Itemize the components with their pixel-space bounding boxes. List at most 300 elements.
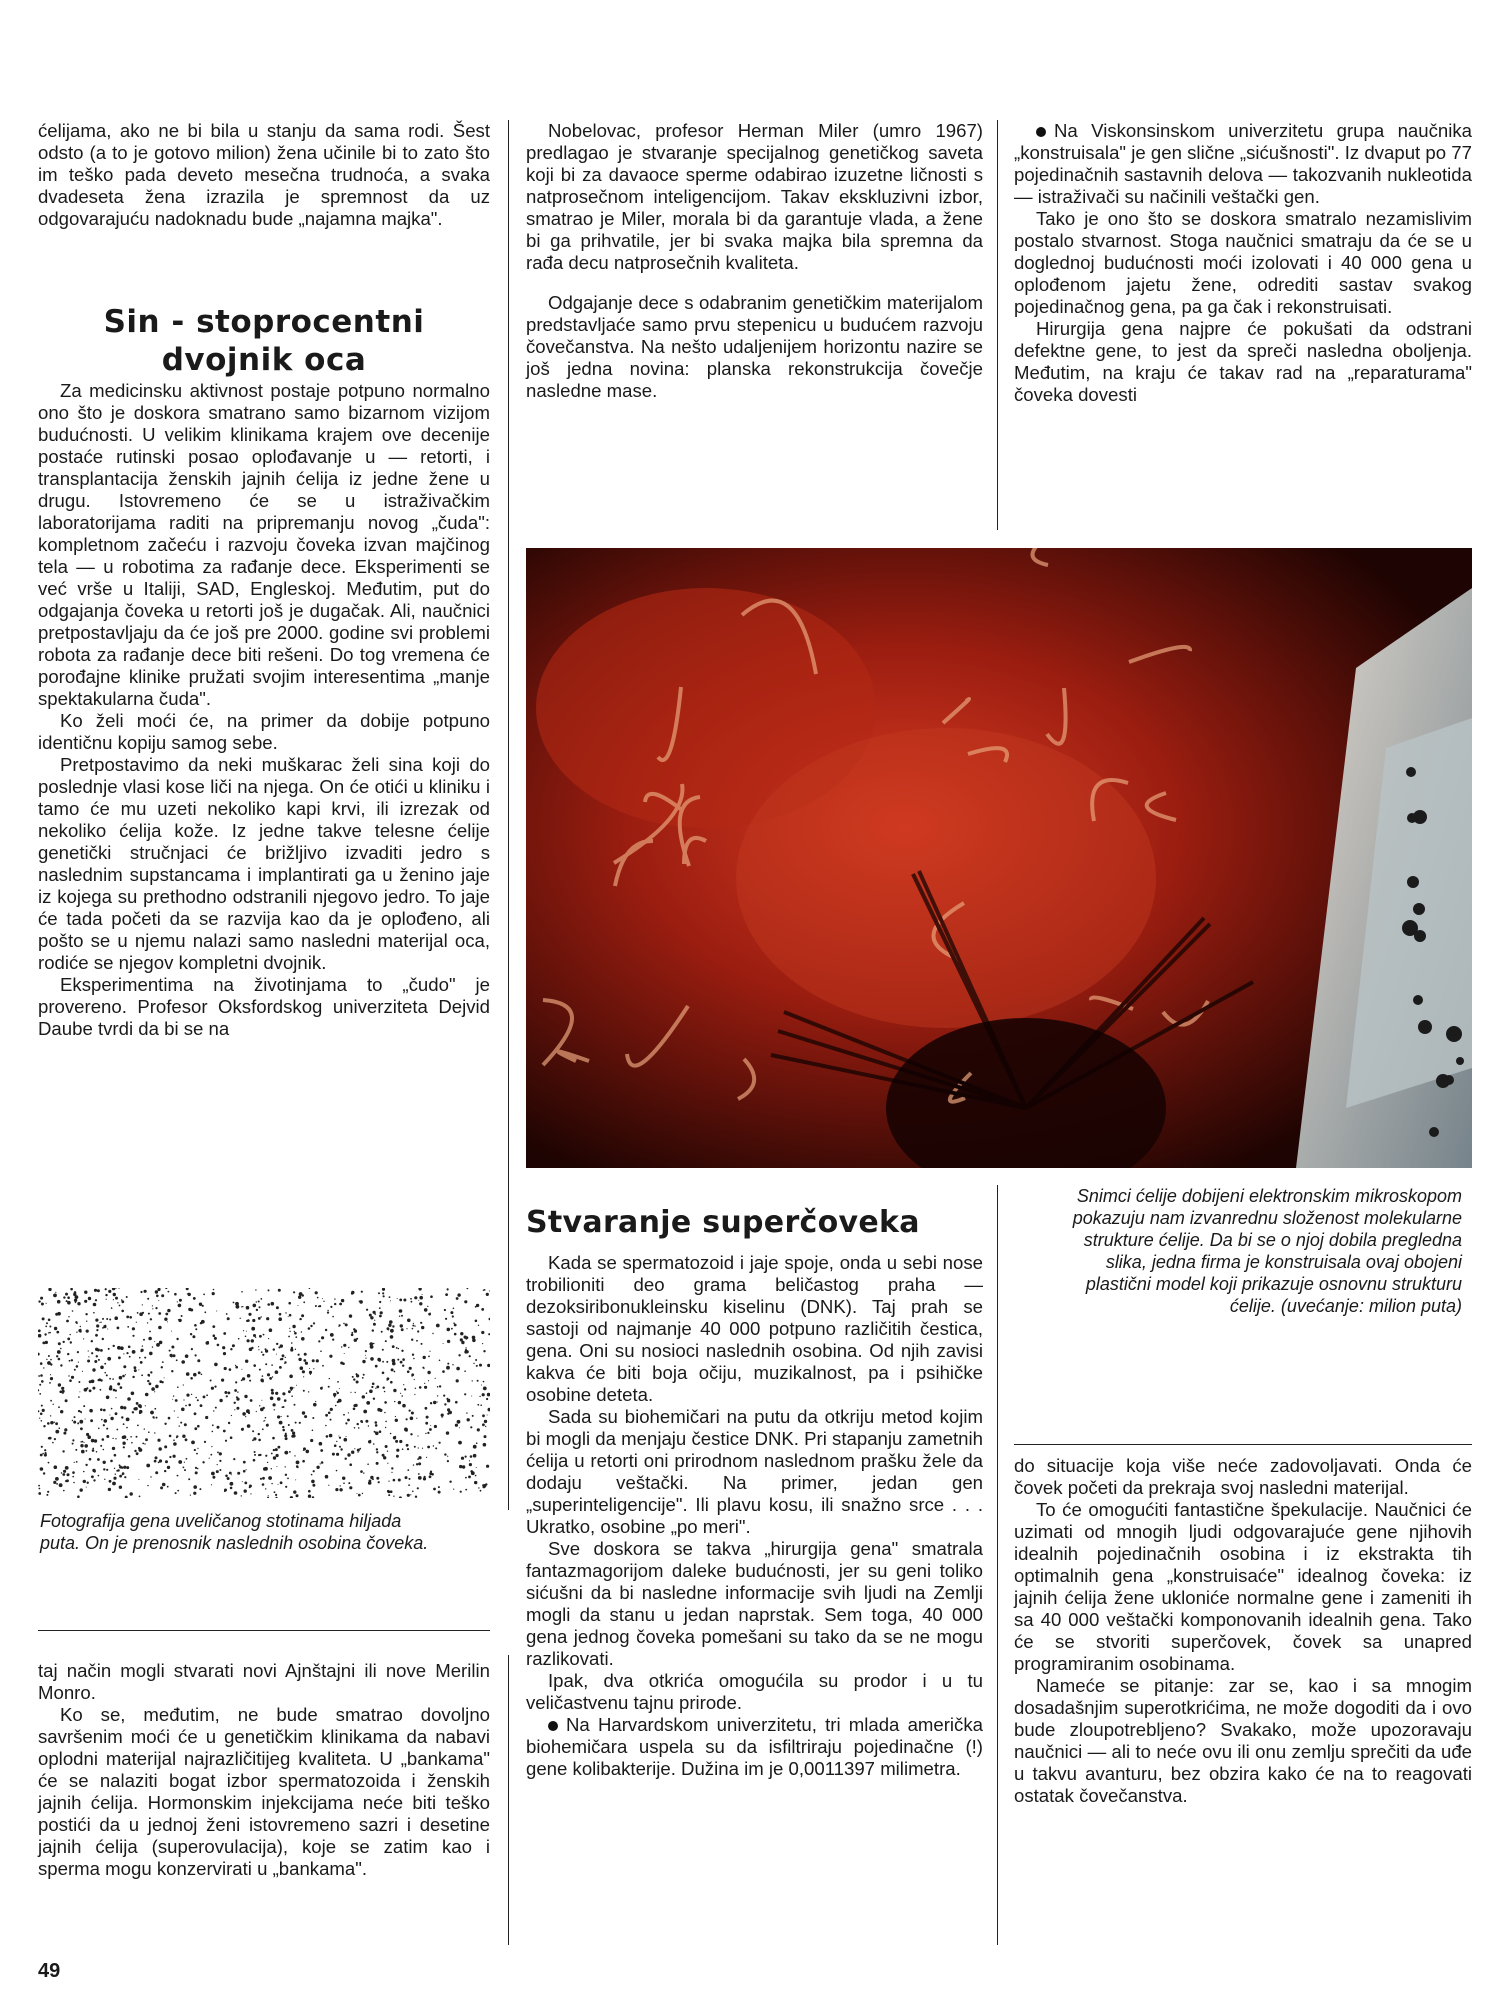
gene-dot (164, 1470, 166, 1472)
gene-dot (285, 1357, 286, 1358)
gene-dot (129, 1316, 132, 1319)
gene-dot (230, 1348, 232, 1350)
gene-dot (126, 1466, 129, 1469)
gene-dot (289, 1331, 290, 1332)
gene-dot (132, 1411, 134, 1413)
gene-dot (149, 1382, 152, 1385)
gene-dot (244, 1482, 247, 1485)
gene-dot (278, 1484, 279, 1485)
gene-dot (157, 1439, 160, 1442)
gene-dot (317, 1297, 319, 1299)
gene-dot (478, 1487, 479, 1488)
gene-dot (388, 1481, 389, 1482)
gene-dot (375, 1432, 379, 1436)
gene-dot (153, 1417, 154, 1418)
gene-dot (382, 1372, 385, 1375)
gene-dot (292, 1434, 295, 1437)
gene-dot (194, 1449, 196, 1451)
gene-dot (382, 1361, 384, 1363)
gene-dot (305, 1362, 308, 1365)
gene-dot (79, 1330, 81, 1332)
gene-dot (145, 1393, 149, 1397)
gene-dot (258, 1349, 259, 1350)
gene-dot (148, 1313, 150, 1315)
gene-dot (276, 1306, 279, 1309)
gene-dot (77, 1302, 80, 1305)
gene-dot (86, 1487, 87, 1488)
gene-dot (102, 1318, 104, 1320)
gene-dot (390, 1329, 394, 1333)
gene-dot (454, 1324, 457, 1327)
gene-dot (142, 1304, 143, 1305)
gene-dot (72, 1310, 74, 1312)
gene-dot (178, 1319, 179, 1320)
gene-dot (476, 1442, 478, 1444)
gene-dot (315, 1291, 318, 1294)
gene-dot (56, 1483, 58, 1485)
gene-dot (416, 1340, 418, 1342)
gene-dot (304, 1415, 307, 1418)
gene-dot (282, 1392, 285, 1395)
gene-dot (337, 1401, 339, 1403)
gene-dot (195, 1467, 197, 1469)
gene-dot (363, 1472, 364, 1473)
gene-dot (169, 1456, 171, 1458)
gene-dot (86, 1330, 89, 1333)
gene-dot (298, 1354, 300, 1356)
panel-hole (1456, 1057, 1464, 1065)
gene-dot (383, 1295, 385, 1297)
gene-dot (357, 1449, 360, 1452)
gene-dot (288, 1302, 291, 1305)
gene-dot (288, 1316, 289, 1317)
gene-dot (325, 1414, 328, 1417)
gene-dot (401, 1350, 403, 1352)
gene-dot (334, 1303, 336, 1305)
gene-dot (102, 1327, 104, 1329)
gene-dot (276, 1343, 278, 1345)
gene-dot (203, 1294, 205, 1296)
gene-dot (59, 1483, 63, 1487)
gene-dot (458, 1354, 460, 1356)
gene-dot (486, 1398, 488, 1400)
gene-dot (52, 1442, 54, 1444)
gene-dot (296, 1461, 300, 1465)
column-rule-left (508, 120, 509, 1510)
gene-dot (186, 1394, 189, 1397)
gene-dot (81, 1450, 85, 1454)
gene-dot (119, 1466, 122, 1469)
gene-dot (97, 1289, 100, 1292)
gene-dot (231, 1415, 232, 1416)
gene-dot (93, 1312, 95, 1314)
gene-dot (350, 1392, 351, 1393)
gene-dot (322, 1365, 324, 1367)
gene-dot (214, 1337, 217, 1340)
gene-dot (468, 1476, 471, 1479)
gene-dot (388, 1324, 391, 1327)
gene-dot (236, 1398, 239, 1401)
gene-dot (437, 1386, 439, 1388)
gene-dot (177, 1475, 179, 1477)
gene-dot (271, 1453, 273, 1455)
gene-dot (302, 1411, 305, 1414)
gene-dot (392, 1362, 396, 1366)
gene-dot (41, 1303, 44, 1306)
gene-dot (465, 1349, 467, 1351)
gene-dot (448, 1411, 452, 1415)
gene-dot (352, 1376, 354, 1378)
gene-dot (293, 1490, 296, 1493)
gene-dot (467, 1418, 470, 1421)
gene-dot (409, 1478, 411, 1480)
gene-dot (382, 1292, 384, 1294)
gene-dot (241, 1428, 244, 1431)
gene-dot (152, 1305, 153, 1306)
gene-dot (202, 1305, 204, 1307)
gene-dot (395, 1419, 398, 1422)
gene-dot (285, 1312, 286, 1313)
gene-dot (404, 1388, 406, 1390)
gene-dot (96, 1324, 99, 1327)
gene-dot (326, 1435, 329, 1438)
gene-dot (379, 1315, 382, 1318)
gene-dot (44, 1454, 47, 1457)
gene-dot (161, 1294, 164, 1297)
gene-dot (410, 1417, 414, 1421)
gene-dot (427, 1306, 428, 1307)
gene-dot (193, 1485, 197, 1489)
gene-dot (312, 1417, 314, 1419)
gene-dot (443, 1343, 444, 1344)
gene-dot (271, 1389, 274, 1392)
gene-dot (435, 1447, 437, 1449)
gene-dot (75, 1295, 79, 1299)
gene-dot (39, 1393, 41, 1395)
gene-dot (330, 1333, 334, 1337)
gene-dot (429, 1475, 432, 1478)
gene-dot (94, 1289, 97, 1292)
gene-dot (428, 1380, 429, 1381)
gene-dot (282, 1426, 284, 1428)
gene-dot (55, 1430, 59, 1434)
gene-dot (439, 1385, 441, 1387)
gene-dot (241, 1495, 242, 1496)
gene-dot (275, 1370, 279, 1374)
gene-dot (265, 1363, 267, 1365)
gene-dot (284, 1399, 287, 1402)
gene-dot (294, 1331, 295, 1332)
gene-dot (395, 1440, 398, 1443)
gene-dot (311, 1480, 315, 1484)
gene-dot (188, 1308, 191, 1311)
gene-dot (251, 1327, 255, 1331)
gene-dot (119, 1486, 122, 1489)
gene-dot (123, 1365, 126, 1368)
gene-dot (157, 1343, 159, 1345)
gene-dot (400, 1324, 403, 1327)
gene-dot (489, 1291, 490, 1292)
gene-dot (139, 1412, 141, 1414)
gene-dot (422, 1294, 423, 1295)
gene-dot (256, 1309, 258, 1311)
gene-dot (412, 1325, 414, 1327)
gene-dot (67, 1301, 71, 1305)
gene-dot (80, 1444, 83, 1447)
gene-dot (226, 1313, 228, 1315)
gene-dot (285, 1437, 288, 1440)
gene-dot (173, 1439, 175, 1441)
gene-dot (43, 1472, 45, 1474)
gene-dot (396, 1455, 399, 1458)
gene-dot (438, 1486, 440, 1488)
gene-dot (169, 1435, 172, 1438)
gene-dot (447, 1288, 449, 1290)
gene-dot (418, 1462, 421, 1465)
gene-dot (54, 1327, 57, 1330)
gene-dot (119, 1288, 120, 1289)
gene-dot (359, 1448, 361, 1450)
gene-dot (483, 1381, 485, 1383)
gene-dot (91, 1439, 95, 1443)
gene-dot (439, 1360, 441, 1362)
gene-dot (279, 1421, 283, 1425)
gene-dot (362, 1360, 365, 1363)
gene-dot (56, 1331, 59, 1334)
gene-dot (50, 1377, 53, 1380)
gene-dot (113, 1389, 116, 1392)
gene-dot (226, 1395, 228, 1397)
gene-dot (313, 1470, 315, 1472)
gene-dot (439, 1442, 441, 1444)
gene-dot (341, 1346, 342, 1347)
gene-dot (337, 1381, 339, 1383)
gene-dot (230, 1436, 233, 1439)
gene-dot (206, 1341, 210, 1345)
gene-dot (76, 1365, 79, 1368)
gene-dot (212, 1431, 214, 1433)
gene-dot (75, 1449, 77, 1451)
gene-dot (53, 1481, 56, 1484)
gene-dot (129, 1356, 131, 1358)
gene-dot (115, 1474, 116, 1475)
gene-dot (46, 1359, 47, 1360)
gene-dot (420, 1322, 422, 1324)
gene-dot (155, 1385, 159, 1389)
gene-dot (449, 1481, 451, 1483)
gene-dot (258, 1433, 260, 1435)
gene-dot (195, 1397, 197, 1399)
gene-dot (431, 1473, 434, 1476)
gene-dot (266, 1317, 269, 1320)
gene-dot (188, 1404, 191, 1407)
gene-dot (427, 1432, 429, 1434)
gene-dot (178, 1319, 181, 1322)
gene-dot (384, 1391, 386, 1393)
gene-dot (415, 1496, 417, 1498)
gene-dot (219, 1399, 222, 1402)
gene-dot (487, 1364, 490, 1367)
gene-dot (196, 1453, 198, 1455)
column-3-top (1014, 120, 1472, 406)
gene-dot (412, 1354, 414, 1356)
gene-dot (81, 1412, 82, 1413)
gene-dot (211, 1446, 212, 1447)
gene-dot (41, 1420, 43, 1422)
gene-dot (423, 1356, 426, 1359)
column-1-body (38, 380, 490, 1040)
gene-dot (84, 1388, 88, 1392)
gene-dot (267, 1462, 268, 1463)
gene-dot (177, 1386, 179, 1388)
gene-dot (427, 1371, 430, 1374)
gene-dot (87, 1482, 89, 1484)
gene-dot (69, 1360, 71, 1362)
gene-dot (159, 1459, 162, 1462)
gene-dot (375, 1421, 378, 1424)
gene-dot (247, 1374, 251, 1378)
bullet-icon (548, 1721, 558, 1731)
gene-dot (386, 1379, 388, 1381)
gene-dot (278, 1317, 282, 1321)
gene-dot (130, 1492, 133, 1495)
gene-dot (79, 1420, 83, 1424)
gene-dot (83, 1480, 86, 1483)
gene-dot (262, 1483, 265, 1486)
gene-dot (360, 1470, 363, 1473)
gene-dot (86, 1321, 87, 1322)
gene-dot (318, 1306, 320, 1308)
gene-dot (387, 1463, 388, 1464)
gene-dot (359, 1300, 363, 1304)
gene-dot (469, 1355, 471, 1357)
gene-dot (145, 1405, 146, 1406)
gene-dot (158, 1326, 162, 1330)
heading-sin: Sin - stoprocentni dvojnik oca (103, 304, 425, 378)
gene-dot (195, 1471, 198, 1474)
gene-dot (84, 1444, 88, 1448)
gene-dot (43, 1425, 45, 1427)
gene-dot (444, 1403, 446, 1405)
gene-dot (96, 1451, 98, 1453)
gene-dot (464, 1300, 467, 1303)
gene-dot (442, 1370, 445, 1373)
gene-dot (123, 1406, 126, 1409)
gene-dot (234, 1409, 235, 1410)
gene-dot (313, 1403, 317, 1407)
column-1-top (38, 120, 490, 230)
gene-dot (222, 1346, 225, 1349)
gene-dot (100, 1322, 101, 1323)
gene-dot (78, 1396, 80, 1398)
gene-dot (79, 1391, 80, 1392)
gene-dot (418, 1473, 420, 1475)
gene-dot (447, 1340, 450, 1343)
gene-dot (384, 1412, 385, 1413)
gene-dot (103, 1424, 105, 1426)
gene-dot (455, 1401, 458, 1404)
gene-dot (243, 1461, 246, 1464)
gene-dot (38, 1389, 39, 1391)
gene-dot (194, 1427, 197, 1430)
gene-dot (139, 1496, 141, 1498)
gene-dot (199, 1488, 201, 1490)
gene-dot (179, 1425, 180, 1426)
paragraph: taj način mogli stvarati novi Ajnštajni ili nove Merilin Monro. (38, 1660, 490, 1703)
gene-dot (487, 1393, 490, 1397)
gene-dot (49, 1332, 51, 1334)
gene-dot (315, 1401, 316, 1402)
gene-dot (241, 1369, 242, 1370)
gene-dot (234, 1389, 237, 1392)
gene-dot (284, 1363, 285, 1364)
gene-dot (383, 1387, 385, 1389)
gene-dot (95, 1319, 98, 1322)
paragraph: Hirurgija gena najpre će pokušati da odstrani defektne gene, to jest da spreči nasledna oboljenja. Međutim, na kraju će takav rad na „reparaturama" čoveka dovesti (1014, 318, 1472, 405)
gene-dot (125, 1374, 126, 1375)
gene-dot (345, 1422, 347, 1424)
bullet-icon (1036, 127, 1046, 137)
gene-dot (134, 1366, 137, 1369)
gene-dot (336, 1453, 339, 1456)
panel-hole (1407, 813, 1417, 823)
gene-dot (365, 1350, 367, 1352)
gene-dot (418, 1288, 421, 1291)
gene-dot (401, 1395, 403, 1397)
gene-dot (40, 1413, 43, 1416)
gene-dot (394, 1371, 396, 1373)
gene-dot (479, 1364, 482, 1367)
gene-dot (274, 1409, 275, 1410)
gene-dot (72, 1420, 73, 1421)
gene-dot (41, 1380, 44, 1383)
gene-dot (340, 1448, 342, 1450)
gene-dot (268, 1476, 272, 1480)
gene-dot (101, 1419, 103, 1421)
gene-dot (387, 1451, 388, 1452)
gene-dot (91, 1352, 93, 1354)
gene-dot (174, 1293, 177, 1296)
gene-dot (72, 1443, 74, 1445)
gene-dot (304, 1353, 307, 1356)
gene-dot (39, 1418, 40, 1419)
gene-dot (360, 1420, 363, 1423)
gene-dot (299, 1292, 303, 1296)
gene-dot (342, 1477, 345, 1480)
gene-dot (185, 1354, 189, 1358)
panel-hole (1407, 876, 1419, 888)
gene-dot (217, 1452, 219, 1454)
gene-dot (343, 1482, 345, 1484)
gene-dot (152, 1308, 153, 1309)
gene-dot (45, 1341, 48, 1344)
gene-dot (254, 1451, 256, 1453)
gene-dot (154, 1408, 156, 1410)
gene-dot (65, 1480, 67, 1482)
gene-dot (168, 1291, 170, 1293)
gene-dot (285, 1474, 287, 1476)
gene-dot (432, 1333, 433, 1334)
gene-dot (62, 1393, 63, 1394)
gene-dot (417, 1458, 419, 1460)
gene-dot (344, 1438, 348, 1442)
gene-dot (313, 1322, 315, 1324)
paragraph: Pretpostavimo da neki muškarac želi sina koji do poslednje vlasi kose liči na njega. On će otići u kliniku i tamo će mu uzeti nekoliko kapi krvi, ili izrezak od nekoliko ćelija kože. Iz jedne takve telesne ćelije genetički stručnjaci će brižljivo izvaditi jedro s naslednim supstancama i implantirati ga u ženino jaje iz kojega su prethodno odstranili njegovo jedro. To jaje će tada početi da se razvija kao da je oplođeno, ali pošto se u njemu nalazi samo nasledni materijal oca, rodiće se njegov kompletni dvojnik. (38, 754, 490, 973)
gene-dot (459, 1465, 462, 1468)
gene-dot (414, 1446, 416, 1448)
gene-dot (78, 1410, 80, 1412)
gene-dot (392, 1345, 395, 1348)
